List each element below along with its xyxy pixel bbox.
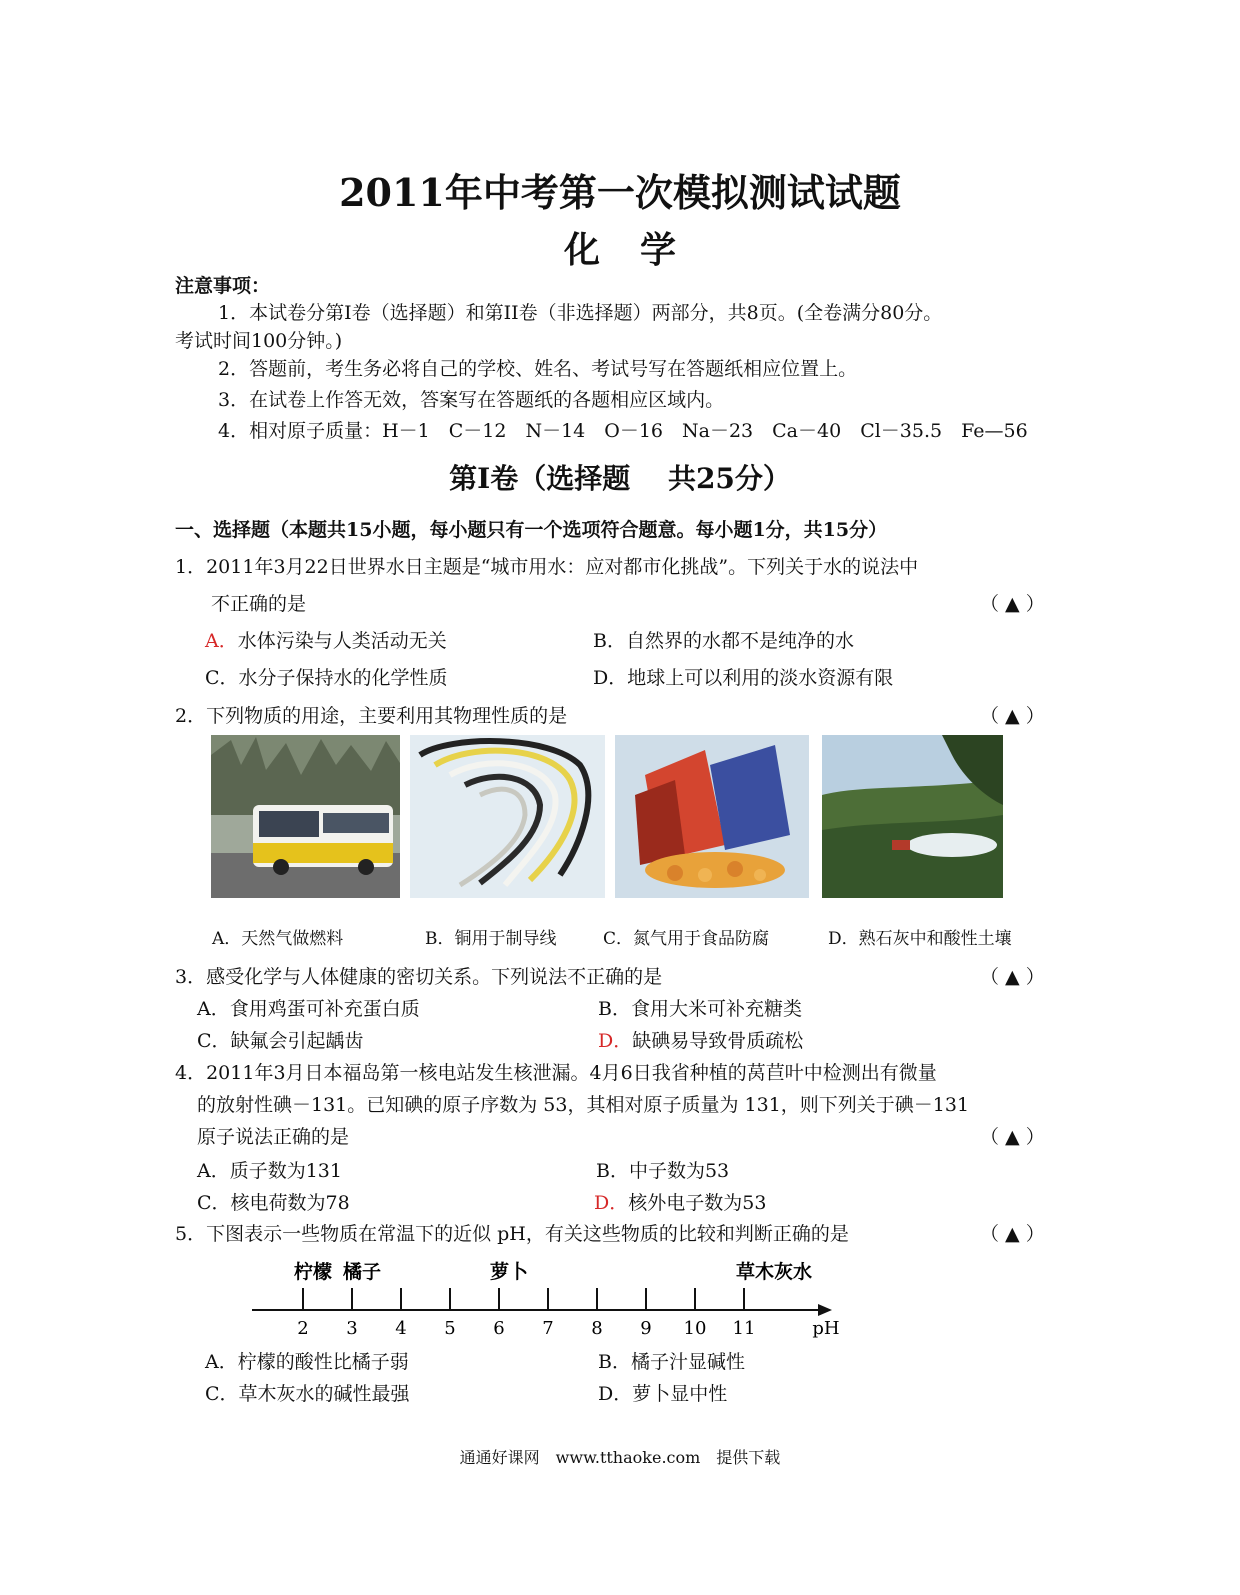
exam-title: 2011年中考第一次模拟测试试题 bbox=[339, 170, 901, 215]
q3-option-d-text: 缺碘易导致骨质疏松 bbox=[632, 1030, 804, 1052]
ph-substance-label: 草木灰水 bbox=[735, 1261, 813, 1283]
q3-option-b: B．食用大米可补充糖类 bbox=[598, 998, 802, 1020]
q3-option-d-letter: D． bbox=[598, 1030, 633, 1052]
notice-item: 3．在试卷上作答无效，答案写在答题纸的各题相应区域内。 bbox=[218, 389, 725, 411]
q1-option-a bbox=[205, 626, 447, 653]
q5-option-b: B．橘子汁显碱性 bbox=[598, 1351, 745, 1373]
ph-tick-label: 4 bbox=[395, 1318, 407, 1339]
q5-option-d: D．萝卜显中性 bbox=[598, 1383, 728, 1405]
ph-substance-label: 柠檬 bbox=[293, 1261, 333, 1283]
notice-item: 考试时间100分钟。) bbox=[175, 330, 343, 352]
ph-substance-label: 橘子 bbox=[342, 1261, 382, 1283]
notice-item: 1．本试卷分第I卷（选择题）和第II卷（非选择题）两部分，共8页。(全卷满分80分。 bbox=[218, 302, 943, 324]
q2-option-b: B．铜用于制导线 bbox=[425, 929, 557, 949]
q4-option-d-text: 核外电子数为53 bbox=[628, 1192, 767, 1214]
answer-marker: （ ▲ ） bbox=[980, 593, 1045, 615]
ph-substance-label: 萝卜 bbox=[489, 1261, 529, 1283]
question-1-stem: 1．2011年3月22日世界水日主题是“城市用水：应对都市化挑战”。下列关于水的说法中 bbox=[175, 556, 919, 578]
question-4-stem: 4．2011年3月日本福岛第一核电站发生核泄漏。4月6日我省种植的莴苣叶中检测出有微量 bbox=[175, 1062, 937, 1084]
q1-option-a-letter: A． bbox=[205, 630, 238, 652]
ph-tick-label: 9 bbox=[640, 1318, 652, 1339]
snack-photo bbox=[615, 735, 809, 898]
q1-option-c: C．水分子保持水的化学性质 bbox=[205, 667, 448, 689]
answer-marker: （ ▲ ） bbox=[980, 1223, 1045, 1245]
q4-option-d-letter: D． bbox=[594, 1192, 629, 1214]
ph-axis-arrow bbox=[818, 1304, 832, 1316]
ph-tick-label: 7 bbox=[542, 1318, 554, 1339]
question-2-stem: 2．下列物质的用途，主要利用其物理性质的是 bbox=[175, 705, 568, 727]
answer-marker: （ ▲ ） bbox=[980, 966, 1045, 988]
ph-tick-label: 3 bbox=[346, 1318, 358, 1339]
q4-option-c: C．核电荷数为78 bbox=[197, 1192, 350, 1214]
q2-option-c: C．氮气用于食品防腐 bbox=[603, 929, 770, 949]
question-4-stem-cont: 的放射性碘－131。已知碘的原子序数为 53，其相对原子质量为 131，则下列关于碘－131 bbox=[197, 1094, 970, 1116]
q3-option-c: C．缺氟会引起龋齿 bbox=[197, 1030, 364, 1052]
question-1-stem-cont: 不正确的是 bbox=[211, 593, 307, 615]
notice-item: 4．相对原子质量：H－1 C－12 N－14 O－16 Na－23 Ca－40 Cl－35.5 Fe—56 bbox=[218, 420, 1028, 442]
q3-option-a: A．食用鸡蛋可补充蛋白质 bbox=[197, 998, 420, 1020]
q4-option-d bbox=[594, 1188, 766, 1215]
question-3-stem: 3．感受化学与人体健康的密切关系。下列说法不正确的是 bbox=[175, 966, 663, 988]
q3-option-d bbox=[598, 1026, 803, 1053]
section-title: 第Ⅰ卷（选择题 共25分） bbox=[449, 462, 791, 495]
question-5-stem: 5．下图表示一些物质在常温下的近似 pH，有关这些物质的比较和判断正确的是 bbox=[175, 1223, 849, 1245]
ph-tick-label: 10 bbox=[683, 1318, 707, 1339]
notice-item: 2．答题前，考生务必将自己的学校、姓名、考试号写在答题纸相应位置上。 bbox=[218, 358, 858, 380]
q4-option-b: B．中子数为53 bbox=[596, 1160, 730, 1182]
question-4-stem-cont: 原子说法正确的是 bbox=[197, 1126, 350, 1148]
subject-title: 化学 bbox=[563, 229, 716, 271]
q5-option-a: A．柠檬的酸性比橘子弱 bbox=[205, 1351, 409, 1373]
ph-number-line bbox=[240, 1250, 860, 1350]
ph-tick-label: 11 bbox=[732, 1318, 756, 1339]
footer-credit: 通通好课网 www.tthaoke.com 提供下载 bbox=[459, 1448, 781, 1467]
ph-tick-label: 2 bbox=[297, 1318, 309, 1339]
section-instruction: 一、选择题（本题共15小题，每小题只有一个选项符合题意。每小题1分，共15分） bbox=[175, 519, 888, 541]
ph-tick-label: 5 bbox=[444, 1318, 456, 1339]
bus-photo bbox=[211, 735, 400, 898]
q5-option-c: C．草木灰水的碱性最强 bbox=[205, 1383, 410, 1405]
field-photo bbox=[822, 735, 1003, 898]
q1-option-d: D．地球上可以利用的淡水资源有限 bbox=[593, 667, 894, 689]
q4-option-a: A．质子数为131 bbox=[197, 1160, 342, 1182]
q1-option-b: B．自然界的水都不是纯净的水 bbox=[593, 630, 854, 652]
q1-option-a-text: 水体污染与人类活动无关 bbox=[237, 630, 447, 652]
ph-tick-label: 6 bbox=[493, 1318, 505, 1339]
ph-tick-label: 8 bbox=[591, 1318, 603, 1339]
answer-marker: （ ▲ ） bbox=[980, 705, 1045, 727]
answer-marker: （ ▲ ） bbox=[980, 1126, 1045, 1148]
ph-axis-label: pH bbox=[812, 1318, 840, 1339]
cable-photo bbox=[410, 735, 605, 898]
q2-option-a: A．天然气做燃料 bbox=[212, 929, 344, 949]
q2-option-d: D．熟石灰中和酸性土壤 bbox=[828, 929, 1012, 949]
notice-heading: 注意事项： bbox=[175, 275, 271, 297]
